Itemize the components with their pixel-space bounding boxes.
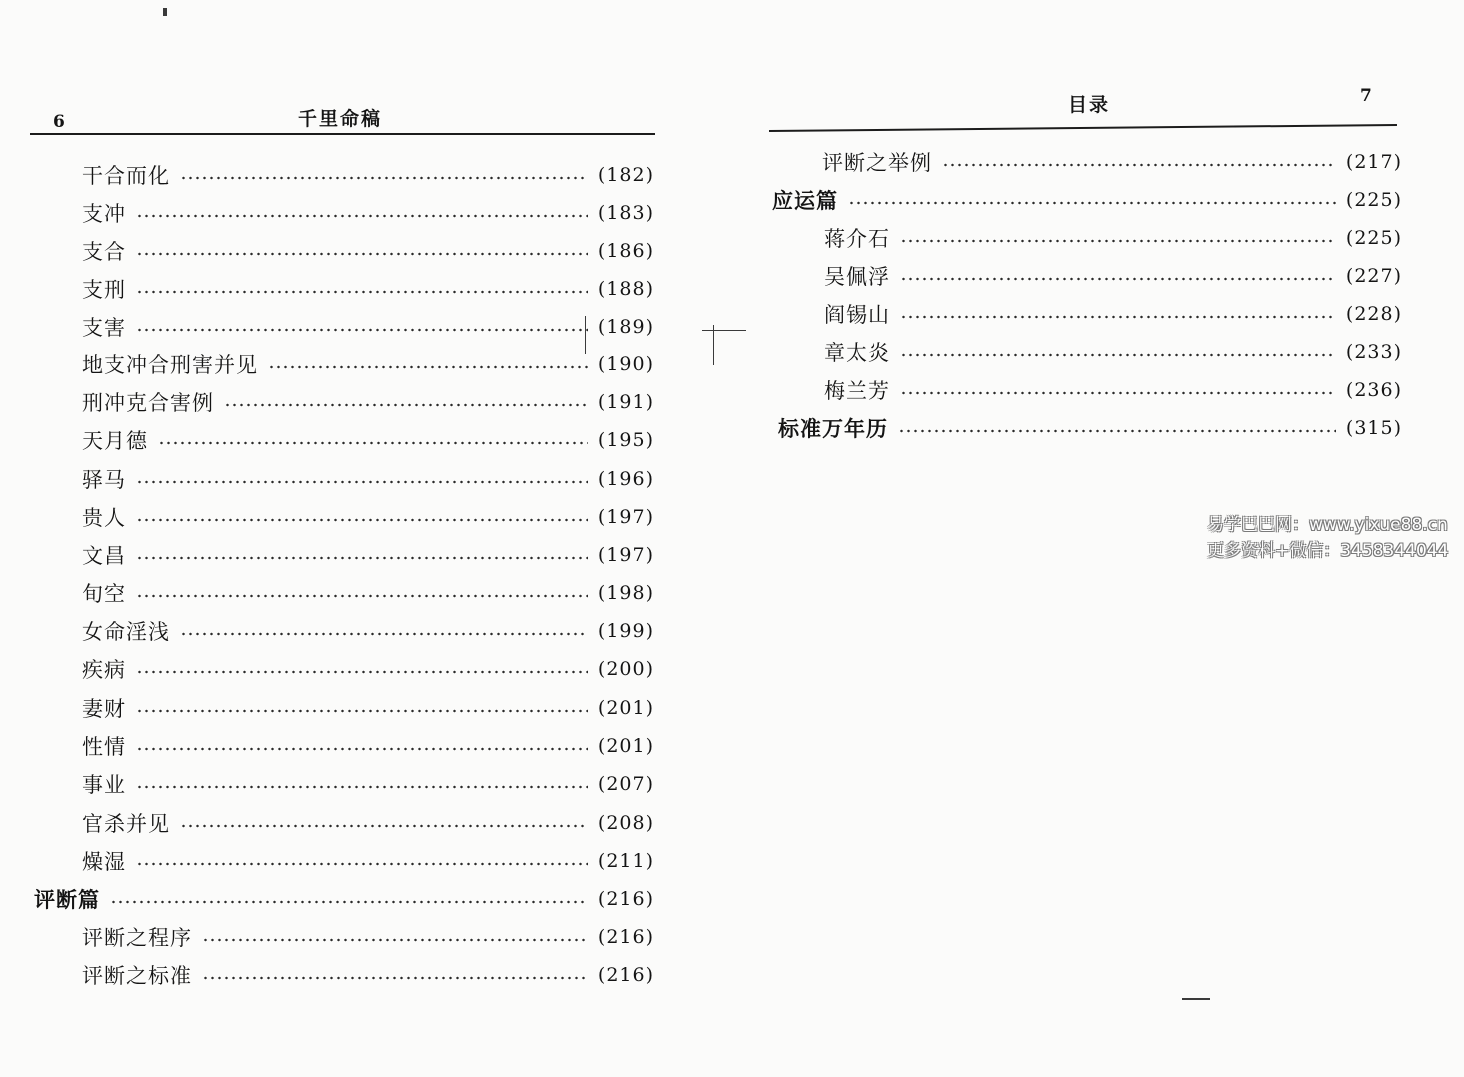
toc-entry-title: 女命淫浅 bbox=[82, 620, 170, 644]
toc-entry bbox=[772, 183, 1402, 217]
toc-entry bbox=[824, 297, 1402, 331]
toc-entry-page: (188) bbox=[597, 278, 654, 300]
toc-entry bbox=[82, 920, 654, 954]
toc-entry bbox=[82, 196, 654, 230]
toc-entry-title: 刑冲克合害例 bbox=[82, 391, 214, 415]
dot-leader bbox=[158, 441, 588, 445]
toc-entry-title: 地支冲合刑害并见 bbox=[82, 353, 258, 377]
toc-entry bbox=[822, 145, 1402, 179]
toc-entry-title: 评断之举例 bbox=[822, 151, 932, 175]
toc-entry-title: 评断之标准 bbox=[82, 964, 192, 988]
toc-entry bbox=[82, 806, 654, 840]
toc-entry-title: 吴佩浮 bbox=[824, 265, 890, 289]
toc-entry-title: 妻财 bbox=[82, 697, 126, 721]
toc-entry-title: 官杀并见 bbox=[82, 812, 170, 836]
toc-entry-page: (189) bbox=[597, 316, 654, 338]
toc-entry bbox=[82, 272, 654, 306]
toc-entry-title: 标准万年历 bbox=[778, 416, 888, 441]
toc-entry bbox=[824, 373, 1402, 407]
dot-leader bbox=[180, 176, 588, 180]
toc-entry bbox=[82, 234, 654, 268]
toc-entry-page: (228) bbox=[1345, 303, 1402, 325]
toc-entry-page: (216) bbox=[597, 926, 654, 948]
toc-entry-title: 文昌 bbox=[82, 544, 126, 568]
toc-entry bbox=[82, 652, 654, 686]
watermark bbox=[1207, 512, 1457, 564]
toc-entry bbox=[82, 462, 654, 496]
dot-leader bbox=[900, 277, 1336, 281]
scan-mark bbox=[1182, 998, 1210, 1000]
toc-entry-page: (201) bbox=[597, 697, 654, 719]
watermark-line: 更多资料+微信：3458344044 bbox=[1207, 541, 1449, 561]
toc-entry bbox=[82, 691, 654, 725]
dot-leader bbox=[136, 594, 588, 598]
dot-leader bbox=[136, 556, 588, 560]
toc-entry-page: (197) bbox=[597, 544, 654, 566]
toc-entry-title: 应运篇 bbox=[772, 188, 838, 213]
header-rule bbox=[30, 133, 655, 135]
dot-leader bbox=[136, 709, 588, 713]
toc-entry-page: (236) bbox=[1345, 379, 1402, 401]
scan-mark bbox=[702, 330, 746, 331]
scan-mark bbox=[713, 325, 714, 365]
dot-leader bbox=[202, 976, 588, 980]
dot-leader bbox=[110, 900, 588, 904]
toc-entry bbox=[82, 423, 654, 457]
toc-entry-page: (216) bbox=[597, 964, 654, 986]
dot-leader bbox=[942, 163, 1336, 167]
toc-entry-page: (196) bbox=[597, 468, 654, 490]
dot-leader bbox=[202, 938, 588, 942]
dot-leader bbox=[268, 365, 588, 369]
dot-leader bbox=[136, 214, 588, 218]
toc-entry-page: (315) bbox=[1345, 417, 1402, 439]
toc-entry-page: (200) bbox=[597, 658, 654, 680]
dot-leader bbox=[136, 290, 588, 294]
dot-leader bbox=[900, 315, 1336, 319]
dot-leader bbox=[900, 391, 1336, 395]
dot-leader bbox=[848, 201, 1336, 205]
dot-leader bbox=[180, 632, 588, 636]
toc-entry-page: (208) bbox=[597, 812, 654, 834]
toc-entry-title: 贵人 bbox=[82, 506, 126, 530]
toc-entry-page: (207) bbox=[597, 773, 654, 795]
toc-entry-title: 章太炎 bbox=[824, 341, 890, 365]
dot-leader bbox=[136, 862, 588, 866]
toc-entry-page: (182) bbox=[597, 164, 654, 186]
toc-entry-page: (183) bbox=[597, 202, 654, 224]
toc-entry bbox=[824, 259, 1402, 293]
dot-leader bbox=[224, 403, 588, 407]
toc-entry bbox=[82, 576, 654, 610]
toc-entry bbox=[824, 221, 1402, 255]
toc-entry-page: (186) bbox=[597, 240, 654, 262]
toc-entry bbox=[82, 500, 654, 534]
toc-entry bbox=[34, 882, 654, 916]
dot-leader bbox=[136, 480, 588, 484]
toc-entry bbox=[824, 335, 1402, 369]
toc-entry-title: 评断篇 bbox=[34, 887, 100, 912]
toc-entry-title: 燥湿 bbox=[82, 850, 126, 874]
page-number: 7 bbox=[1360, 86, 1372, 106]
toc-entry-page: (191) bbox=[597, 391, 654, 413]
toc-entry bbox=[82, 614, 654, 648]
toc-entry-title: 支合 bbox=[82, 240, 126, 264]
dot-leader bbox=[136, 328, 588, 332]
toc-entry-title: 评断之程序 bbox=[82, 926, 192, 950]
toc-entry-page: (211) bbox=[597, 850, 654, 872]
toc-entry-page: (227) bbox=[1345, 265, 1402, 287]
dot-leader bbox=[898, 429, 1336, 433]
toc-entry-title: 蒋介石 bbox=[824, 227, 890, 251]
toc-entry bbox=[82, 347, 654, 381]
running-title: 千里命稿 bbox=[298, 108, 383, 130]
dot-leader bbox=[900, 239, 1336, 243]
dot-leader bbox=[136, 518, 588, 522]
toc-entry-title: 事业 bbox=[82, 773, 126, 797]
dot-leader bbox=[136, 785, 588, 789]
toc-entry bbox=[82, 310, 654, 344]
toc-entry-page: (190) bbox=[597, 353, 654, 375]
watermark-line: 易学巴巴网：www.yixue88.cn bbox=[1207, 515, 1448, 535]
toc-entry-title: 性情 bbox=[82, 735, 126, 759]
toc-entry-page: (199) bbox=[597, 620, 654, 642]
toc-entry-title: 阎锡山 bbox=[824, 303, 890, 327]
toc-entry-title: 驿马 bbox=[82, 468, 126, 492]
toc-entry-title: 旬空 bbox=[82, 582, 126, 606]
dot-leader bbox=[180, 824, 588, 828]
dot-leader bbox=[136, 670, 588, 674]
toc-entry-page: (197) bbox=[597, 506, 654, 528]
toc-entry-page: (195) bbox=[597, 429, 654, 451]
toc-entry-page: (225) bbox=[1345, 189, 1402, 211]
toc-entry bbox=[82, 729, 654, 763]
toc-entry-title: 疾病 bbox=[82, 658, 126, 682]
toc-entry-page: (217) bbox=[1345, 151, 1402, 173]
toc-entry-page: (225) bbox=[1345, 227, 1402, 249]
toc-entry bbox=[82, 767, 654, 801]
dot-leader bbox=[900, 353, 1336, 357]
toc-entry-page: (216) bbox=[597, 888, 654, 910]
scan-mark bbox=[163, 8, 167, 16]
toc-entry bbox=[82, 158, 654, 192]
left-page bbox=[0, 0, 700, 1077]
toc-entry-page: (198) bbox=[597, 582, 654, 604]
running-title: 目录 bbox=[1068, 94, 1111, 116]
toc-entry bbox=[82, 844, 654, 878]
dot-leader bbox=[136, 747, 588, 751]
dot-leader bbox=[136, 252, 588, 256]
toc-entry-title: 梅兰芳 bbox=[824, 379, 890, 403]
scan-mark bbox=[585, 316, 586, 354]
toc-entry bbox=[778, 411, 1402, 445]
toc-entry bbox=[82, 958, 654, 992]
toc-entry-page: (201) bbox=[597, 735, 654, 757]
toc-entry bbox=[82, 538, 654, 572]
header-rule bbox=[769, 124, 1397, 132]
toc-entry-title: 天月德 bbox=[82, 429, 148, 453]
toc-entry bbox=[82, 385, 654, 419]
toc-entry-title: 支刑 bbox=[82, 278, 126, 302]
page-number: 6 bbox=[53, 112, 65, 132]
toc-entry-title: 干合而化 bbox=[82, 164, 170, 188]
toc-entry-title: 支冲 bbox=[82, 202, 126, 226]
toc-entry-title: 支害 bbox=[82, 316, 126, 340]
toc-entry-page: (233) bbox=[1345, 341, 1402, 363]
